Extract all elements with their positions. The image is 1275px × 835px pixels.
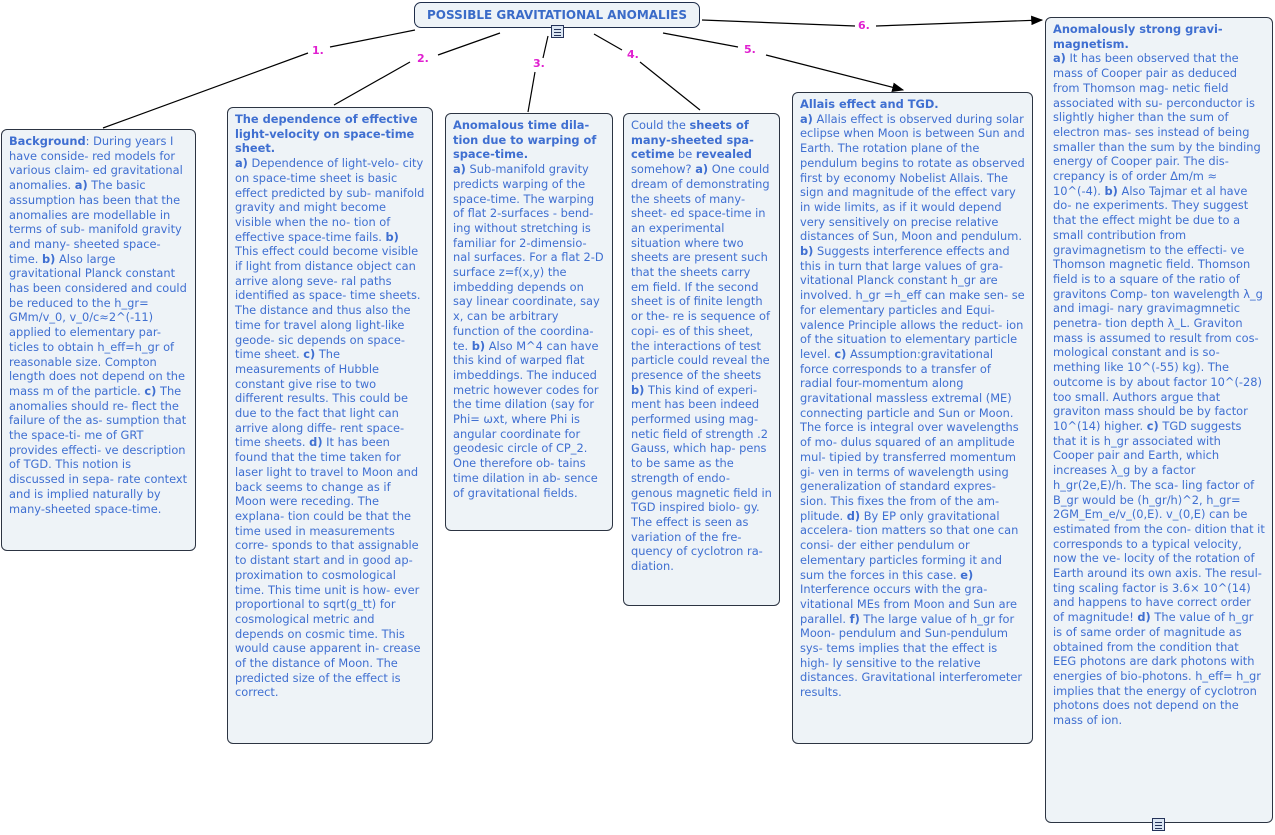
node-text: This effect could become visible if light from distance object can arrive along seve- ral paths identified as space- time sheets. The distance and thus also the time for travel along light-like geode- sic depends on space-time sheet. [235, 244, 421, 362]
item-key: a) [695, 162, 709, 177]
node-title: Background [9, 134, 86, 148]
item-key: b) [631, 382, 645, 397]
node-text: The value of h_gr is of same order of magnitude as obtained from the condition that EEG photons are dark photons with energies of bio-photons. h_eff= h_gr implies that the energy of cyclotron photons does not depend on the mass of ion. [1053, 610, 1261, 728]
node-text: During years I have conside- red models for various claim- ed gravitational anomalies. [9, 134, 183, 193]
link-line-6-arrow [876, 20, 1042, 26]
item-key: c) [303, 347, 316, 362]
link-line-5-arrow [766, 55, 903, 90]
link-label-5: 5. [744, 43, 756, 56]
link-line-2 [334, 33, 500, 105]
node-text: Assumption:gravitational force corresponds to a transfer of radial four-momentum along gravitational massless extremal (ME) connecting particle and Sun or Moon. The force is integral over wavelengths of mo- dulus squared of an amplitude mul- tipied by transferred momentum gi- ven in terms of wavelength using generalization of standard expres- sion. This fixes the from of the am- plitude. [800, 346, 1019, 523]
node-text: It has been found that the time taken for laser light to travel to Moon and back seems to change as if Moon were receding. The explana- tion could be that the time used in measurements corre- sponds to that assignable to distant start and in good ap- proximation to cosmological time. This time unit is how- ever proportional to sqrt(g_tt) for cosmological metric and depends on cosmic time. This would cause apparent in- crease of the distance of Moon. The predicted size of the effect is correct. [235, 435, 421, 700]
node-text: Also large gravitational Planck constant has been considered and could be reduced to the h_gr= GMm/v_0, v_0/c≈2^(-11) applied to elementary par- ticles to obtain h_eff=h_gr of reasonable size. Compton length does not depend on the mass m of the particle. [9, 251, 187, 398]
node-text: This kind of experi- ment has been indeed performed using mag- netic field of strength .2 Gauss, which hap- pens to be same as the strength of endo- genous magnetic field in TGD inspired biolo- gy. The effect is seen as variation of the fre- quency of cyclotron ra- diation. [631, 382, 772, 574]
node-text: Also Tajmar et al have do- ne experiments. They suggest that the effect might be due to a small contribution from gravimagnetism to the effecti- ve Thomson magnetic field. Thomson field is to a square of the ratio of gravitons Comp- ton wavelength λ_g and imagi- nary gravimagmnetic penetra- tion depth λ_L. Graviton mass is assumed to result from cos- mological constant and is so- mething like 10^(-55) kg). The outcome is by about factor 10^(-28) too small. Authors argue that graviton mass should be by factor 10^(14) higher. [1053, 183, 1263, 433]
node-title: Allais effect and TGD. [800, 97, 939, 111]
node-text: be [678, 147, 693, 162]
node-text: It has been observed that the mass of Cooper pair as deduced from Thomson mag- netic field associated with su- perconductor is slightly higher than the sum of electron mas- ses instead of being smaller than the sum by the binding energy of Cooper pair. The dis- crepancy is of order Δm/m ≈ 10^(-4). [1053, 51, 1261, 198]
node-title: Anomalously strong gravi- magnetism. [1053, 22, 1223, 51]
item-key: f) [849, 611, 860, 626]
node-text: The anomalies should re- flect the failure of the as- sumption that the space-ti- me of GRT provides effecti- ve description of TGD. This notion is discussed in sepa- rate context and is implied naturally by many-sheeted space-time. [9, 383, 188, 516]
node-title: Anomalous time dila- tion due to warping of space-time. [453, 118, 597, 162]
node-time-dilation[interactable] [445, 113, 613, 531]
node-text: Allais effect is observed during solar eclipse when Moon is between Sun and Earth. The rotation plane of the pendulum begins to rotate as observed first by economy Nobelist Allais. The sign and magnitude of the effect vary in wide limits, as if it would depend very sensitively on precise relative distances of Sun, Moon and pendulum. [800, 111, 1025, 244]
central-topic[interactable]: POSSIBLE GRAVITATIONAL ANOMALIES [414, 2, 700, 28]
item-key: b) [385, 229, 399, 244]
link-label-4: 4. [627, 48, 639, 61]
node-light-velocity[interactable] [227, 107, 433, 744]
node-text: Sub-manifold gravity predicts warping of the space-time. The warping of flat 2-surfaces - bend- ing without stretching is familiar for 2-dimensio- nal surfaces. For a flat 2-D surface z=f(x,y) the imbedding depends on say linear coordinate, say x, can be arbitrary function of the coordina- te. [453, 162, 604, 353]
link-label-1: 1. [312, 44, 324, 57]
node-text: Could the [631, 118, 686, 132]
link-line-6 [702, 20, 855, 26]
node-text-bold: revealed [695, 147, 752, 162]
item-key: e) [960, 567, 974, 582]
node-background[interactable]: Background: During years I have conside- red models for various claim- ed gravitational anomalies. a) The basic assumption has been that the anomalies are modellable in terms of sub- manifold gravity and many- sheeted space-time. b) Also large gravitational Planck constant has been considered and could be reduced to the h_gr= GMm/v_0, v_0/c≈2^(-11) applied to elementary par- ticles to obtain h_eff=h_gr of reasonable size. Compton length does not depend on the mass m of the particle. c) The anomalies should re- flect the failure of the as- sumption that the space-ti- me of GRT provides effecti- ve description of TGD. This notion is discussed in sepa- rate context and is implied naturally by many-sheeted space-time. [1, 129, 196, 551]
item-key: c) [834, 346, 847, 361]
item-key: d) [846, 508, 861, 523]
node-text: By EP only gravitational accelera- tion matters so that one can consi- der either pendulum or elementary particles forming it and sum the forces in this case. [800, 508, 1019, 582]
node-text: The basic assumption has been that the anomalies are modellable in terms of sub- manifold gravity and many- sheeted space-time. [9, 178, 182, 266]
node-text-bold: sheets of many-sheeted spa- cetime [631, 118, 754, 162]
node-text: One could dream of demonstrating the sheets of many-sheet- ed space-time in an experimental situation where two sheets are present such that the sheets carry em field. If the second sheet is of finite length or the- re is sequence of copi- es of this sheet, the interactions of test particle could reveal the presence of the sheets [631, 162, 770, 382]
item-key: c) [1146, 418, 1159, 433]
node-text: The large value of h_gr for Moon- pendulum and Sun-pendulum sys- tems implies that the effect is high- ly sensitive to the relative distances. Gravitational interferometer results. [800, 611, 1023, 700]
item-key: d) [1137, 610, 1151, 625]
node-text: Also M^4 can have this kind of warped flat imbeddings. The induced metric however codes for the time dilation (say for Phi= ωxt, where Phi is angular coordinate for geodesic circle of CP_2. One therefore ob- tains time dilation in ab- sence of gravitational fields. [453, 338, 599, 500]
item-key: b) [471, 338, 486, 353]
node-allais-effect[interactable] [792, 92, 1033, 744]
item-key: a) [1053, 51, 1066, 66]
node-text: Suggests interference effects and this in turn that large values of gra- vitational Planck constant h_gr are involved. h_gr =h_eff can make sen- se for elementary particles and Equi- valence Principle allows the reduct- ion of the situation to elementary particle level. [800, 244, 1025, 361]
link-line-3 [528, 36, 548, 112]
node-gravimagnetism[interactable] [1045, 17, 1273, 823]
link-label-3: 3. [533, 57, 545, 70]
node-text: Dependence of light-velo- city on space-time sheet is basic effect predicted by sub- manifold gravity and might become visible when the no- tion of effective space-time fails. [235, 156, 425, 244]
item-key: a) [74, 178, 88, 193]
link-line-5 [663, 33, 738, 47]
item-key: a) [235, 156, 248, 171]
item-key: c) [144, 383, 157, 398]
note-icon[interactable] [551, 25, 564, 38]
note-icon[interactable] [1152, 818, 1165, 831]
node-text: somehow? [631, 162, 692, 177]
node-title: The dependence of effective light-velocity on space-time sheet. [235, 112, 418, 156]
node-sheets[interactable] [623, 113, 780, 606]
link-label-2: 2. [417, 52, 429, 65]
link-line-4 [594, 34, 700, 110]
node-text: The measurements of Hubble constant give rise to two different results. This could be due to the fact that light can arrive along diffe- rent space-time sheets. [235, 347, 409, 450]
item-key: d) [309, 435, 323, 450]
node-text: Interference occurs with the gra- vitational MEs from Moon and Sun are parallel. [800, 582, 1018, 626]
item-key: a) [800, 111, 813, 126]
node-text: TGD suggests that it is h_gr associated with Cooper pair and Earth, which increases λ_g by a factor h_gr(2e,E)/h. The sca- ling factor of B_gr would be (h_gr/h)^2, h_gr= 2GM_Em_e/v_(0,E). v_(0,E) can be estimated from the con- dition that it corresponds to a typical velocity, now the ve- locity of the rotation of Earth around its own axis. The resul- ting scaling factor is 3.6× 10^(14) and happens to have correct order of magnitude! [1053, 418, 1265, 625]
item-key: b) [1104, 183, 1118, 198]
item-key: a) [453, 162, 466, 177]
item-key: b) [800, 244, 814, 259]
item-key: b) [41, 251, 56, 266]
link-label-6: 6. [858, 19, 870, 32]
